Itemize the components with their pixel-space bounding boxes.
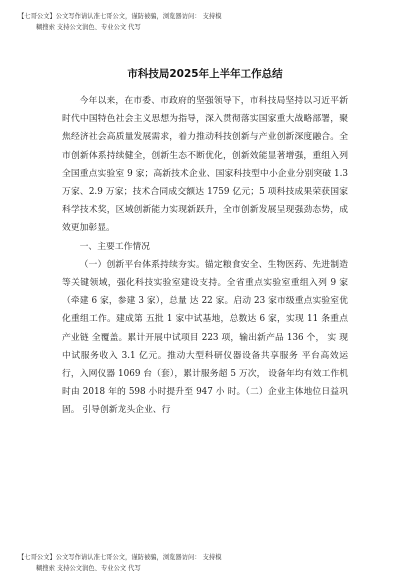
footer-line-1: 【七哥公文】公文写作请认准七哥公文，谨防被骗，浏览器访问： 支持模 [18, 554, 222, 561]
section-heading: 一、主要工作情况 [79, 241, 150, 252]
header-line-1: 【七哥公文】公文写作请认准七哥公文，谨防被骗，浏览器访问： 支持模 [18, 13, 222, 20]
header-line-2: 糊搜索 支持公文润色、专业公文 代写 [36, 24, 141, 31]
intro-paragraph: 今年以来，在市委、市政府的坚强领导下，市科技局坚持以习近平新时代中国特色社会主义思想为指导，深入贯彻落实国家重大战略部署，聚焦经济社会高质量发展需求，着力推动科技创新与产业创新深度融合。全市创新体系持续健全，创新生态不断优化，创新效能显著增强，重组入列全国重点实验室 9 家；高新技术企业、国家科技型中小企业分别突破 1.3 万家、2.9 万家；技术合同成交额达 1759 亿元；5 项科技成果荣获国家科学技术奖，区域创新能力实现新跃升，全市创新发展呈现强劲态势，成效更加彰显。 [62, 96, 348, 234]
document-body [62, 92, 348, 420]
item-paragraph: （一）创新平台体系持续夯实。锚定粮食安全、生物医药、先进制造等关键领域，强化科技实验室建设支持。全省重点实验室重组入列 9 家（牵建 6 家，参建 3 家），总量 达 22 家。启动 23 家市级重点实验室优化重组工作。建成第 五批 1 家中试基地，总数达 6 家，实现 11 条重点产业链 全覆盖。累计开展中试项目 223 项，输出新产品 136 个， 实 现中试服务收入 3.1 亿元。推动大型科研仪器设备共享服务 平台高效运行，入网仪器 1069 台（套），累计服务超 5 万次， 设备年均有效工作机时由 2018 年的 598 小时提升至 947 小 时。（二）企业主体地位日益巩固。 引导创新龙头企业、行 [62, 259, 348, 416]
document-title: 市科技局2025年上半年工作总结 [127, 68, 283, 80]
footer-line-2: 糊搜索 支持公文润色、专业公文 代写 [36, 565, 141, 572]
page-footer-notice [18, 552, 378, 574]
page-header-notice [18, 11, 378, 33]
